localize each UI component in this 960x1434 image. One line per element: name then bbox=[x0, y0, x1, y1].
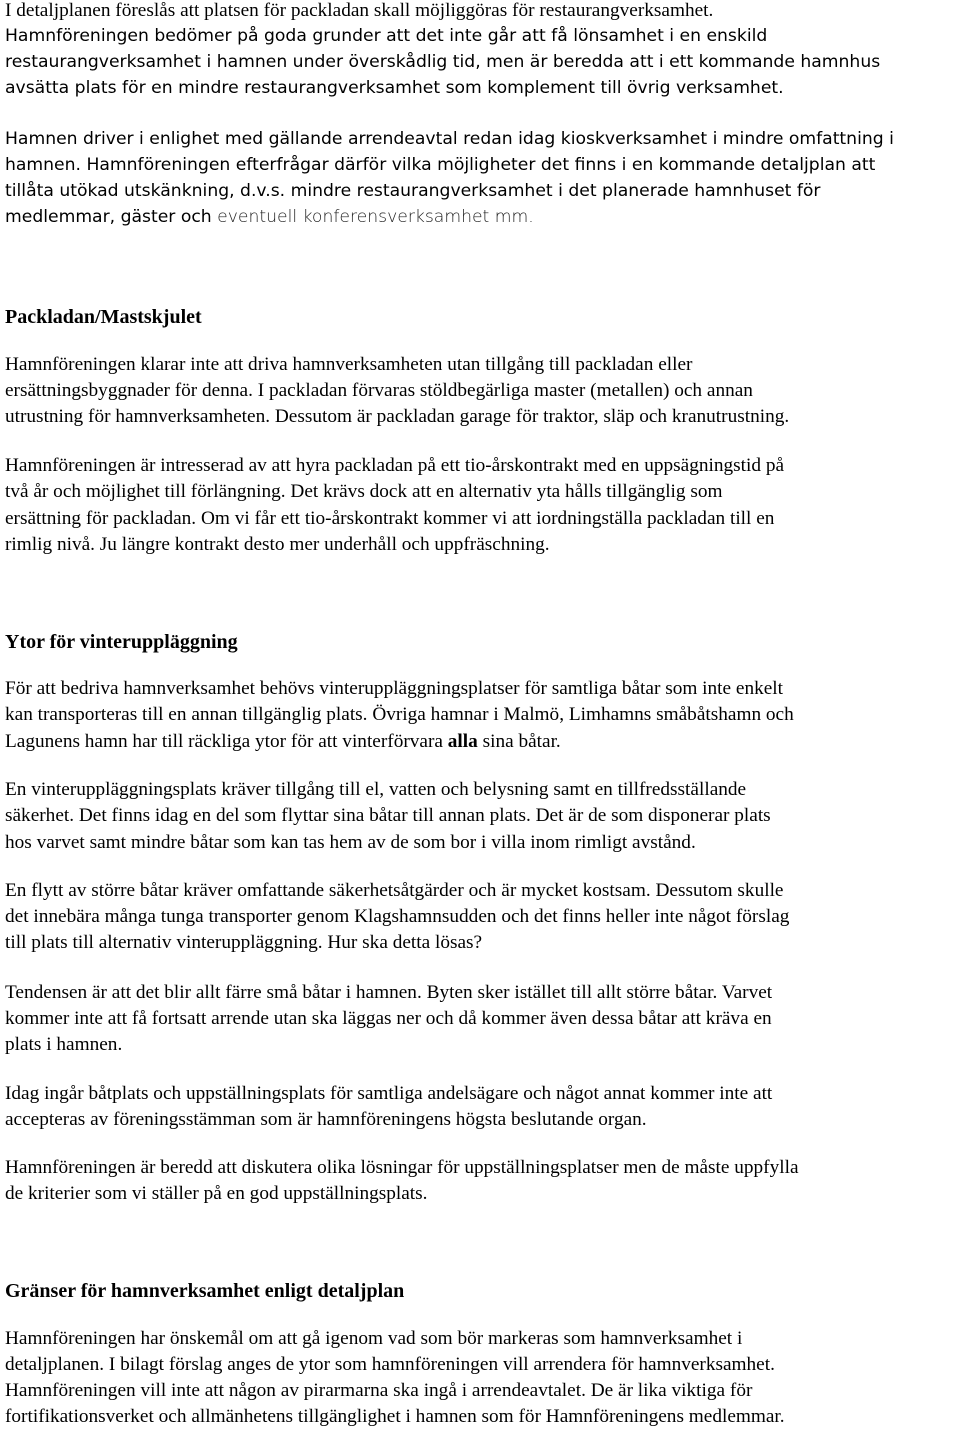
intro-p1-line-1: I detaljplanen föreslås att platsen för packladan skall möjliggöras för restaurangverksamhet. bbox=[5, 0, 714, 21]
section1-line-6: ersättning för packladan. Om vi får ett tio-årskontrakt kommer vi att iordningställa packladan till en bbox=[5, 508, 775, 529]
section2-line-16: de kriterier som vi ställer på en god uppställningsplats. bbox=[5, 1183, 428, 1204]
intro-p2-line-2a: hamnen. bbox=[5, 155, 81, 175]
section1-line-5: två år och möjlighet till förlängning. Det krävs dock att en alternativ yta hålls tillgänglig som bbox=[5, 481, 723, 502]
section2-line-11: kommer inte att få fortsatt arrende utan ska läggas ner och då kommer även dessa båtar att kräva en bbox=[5, 1008, 772, 1029]
section2-line-15: Hamnföreningen är beredd att diskutera olika lösningar för uppställningsplatser men de måste uppfylla bbox=[5, 1157, 799, 1178]
section2-line-14: accepteras av föreningsstämman som är hamnföreningens högsta beslutande organ. bbox=[5, 1109, 647, 1130]
section2-line-2: kan transporteras till en annan tillgänglig plats. Övriga hamnar i Malmö, Limhamns småbåtshamn och bbox=[5, 704, 794, 725]
section2-line-1: För att bedriva hamnverksamhet behövs vinteruppläggningsplatser för samtliga båtar som inte enkelt bbox=[5, 678, 784, 699]
section1-line-1: Hamnföreningen klarar inte att driva hamnverksamheten utan tillgång till packladan eller bbox=[5, 354, 693, 375]
section1-line-3: utrustning för hamnverksamheten. Dessutom är packladan garage för traktor, släp och kranutrustning. bbox=[5, 406, 790, 427]
intro-p2-line-4 bbox=[5, 204, 534, 230]
section2-line-10: Tendensen är att det blir allt färre små båtar i hamnen. Byten sker istället till allt större båtar. Varvet bbox=[5, 982, 773, 1003]
section3-line-4: fortifikationsverket och allmänhetens tillgänglighet i hamnen som för Hamnföreningens medlemmar. bbox=[5, 1406, 785, 1427]
section2-line-5: säkerhet. Det finns idag en del som flyttar sina båtar till annan plats. Det är de som disponerar plats bbox=[5, 805, 771, 826]
intro-p1-line-3: restaurangverksamhet i hamnen under överskådlig tid, men är beredda att i ett kommande hamnhus bbox=[5, 52, 881, 72]
intro-p1-line-2: Hamnföreningen bedömer på goda grunder att det inte går att få lönsamhet i en enskild bbox=[5, 26, 768, 46]
intro-p2-line-2 bbox=[5, 152, 875, 178]
section2-line-13: Idag ingår båtplats och uppställningsplats för samtliga andelsägare och något annat kommer inte att bbox=[5, 1083, 773, 1104]
intro-p2-line-4b: eventuell konferensverksamhet mm. bbox=[217, 207, 534, 227]
intro-p2-line-1: Hamnen driver i enlighet med gällande arrendeavtal redan idag kioskverksamhet i mindre omfattning i bbox=[5, 129, 894, 149]
section3-line-3: Hamnföreningen vill inte att någon av pirarmarna ska ingå i arrendeavtalet. De är lika viktiga för bbox=[5, 1380, 753, 1401]
section1-line-2: ersättningsbyggnader för denna. I packladan förvaras stöldbegärliga master (metallen) och annan bbox=[5, 380, 753, 401]
section-heading-granser: Gränser för hamnverksamhet enligt detaljplan bbox=[5, 1280, 405, 1302]
section1-line-7: rimlig nivå. Ju längre kontrakt desto mer underhåll och uppfräschning. bbox=[5, 534, 550, 555]
section2-line-12: plats i hamnen. bbox=[5, 1034, 123, 1055]
section2-line-8: det innebära många tunga transporter genom Klagshamnsudden och det finns heller inte något förslag bbox=[5, 906, 790, 927]
section2-line-3 bbox=[5, 729, 561, 755]
section2-line-3a: Lagunens hamn har till räckliga ytor för att vinterförvara bbox=[5, 731, 448, 752]
section2-line-3-bold: alla bbox=[447, 731, 478, 752]
intro-p2-line-3: tillåta utökad utskänkning, d.v.s. mindre restaurangverksamhet i det planerade hamnhuset för bbox=[5, 181, 821, 201]
intro-p2-line-4a: medlemmar, gäster och bbox=[5, 207, 218, 227]
intro-p1-line-4: avsätta plats för en mindre restaurangverksamhet som komplement till övrig verksamhet. bbox=[5, 78, 784, 98]
section3-line-1: Hamnföreningen har önskemål om att gå igenom vad som bör markeras som hamnverksamhet i bbox=[5, 1328, 743, 1349]
section2-line-4: En vinteruppläggningsplats kräver tillgång till el, vatten och belysning samt en tillfredsställande bbox=[5, 779, 747, 800]
section2-line-7: En flytt av större båtar kräver omfattande säkerhetsåtgärder och är mycket kostsam. Dessutom skulle bbox=[5, 880, 784, 901]
intro-p2-line-2b: Hamnföreningen efterfrågar därför vilka möjligheter det finns i en kommande detaljplan att bbox=[81, 155, 876, 175]
section-heading-packladan: Packladan/Mastskjulet bbox=[5, 306, 202, 328]
section-heading-vinteruppläggning: Ytor för vinteruppläggning bbox=[5, 631, 238, 653]
section2-line-6: hos varvet samt mindre båtar som kan tas hem av de som bor i villa inom rimligt avstånd. bbox=[5, 832, 696, 853]
section2-line-9: till plats till alternativ vinteruppläggning. Hur ska detta lösas? bbox=[5, 932, 483, 953]
section3-line-2: detaljplanen. I bilagt förslag anges de ytor som hamnföreningen vill arrendera för hamnverksamhet. bbox=[5, 1354, 775, 1375]
section2-line-3b: sina båtar. bbox=[477, 731, 561, 752]
section1-line-4: Hamnföreningen är intresserad av att hyra packladan på ett tio-årskontrakt med en uppsägningstid på bbox=[5, 455, 785, 476]
